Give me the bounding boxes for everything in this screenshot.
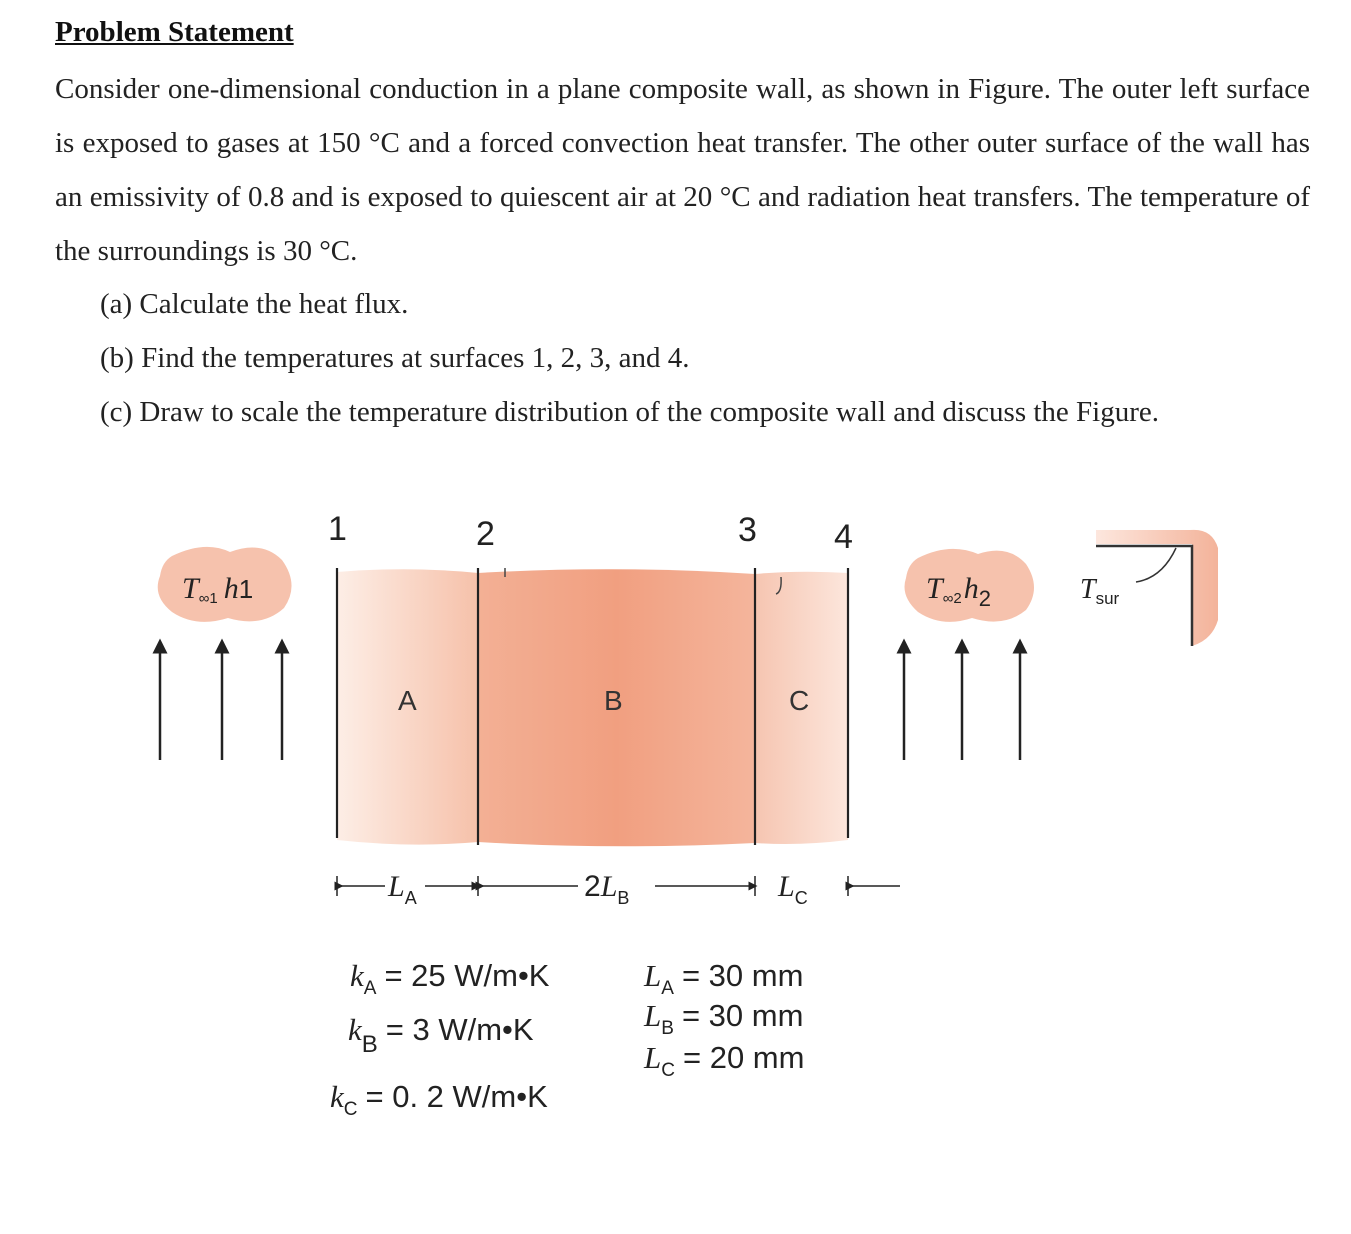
surface-number-4: 4 (834, 518, 853, 556)
left-fluid-label: T∞1 h1 (182, 572, 254, 607)
layer-a-label: A (398, 685, 417, 716)
problem-paragraph: Consider one-dimensional conduction in a plane composite wall, as shown in Figure. The outer left surface is exposed to gases at 150 °C and a forced convection heat transfer. The other outer surface of the wall has an emissivity of 0.8 and is exposed to quiescent air at 20 °C and radiation heat transfers. The temperature of the surroundings is 30 °C. (55, 73, 1310, 267)
layer-b-label: B (604, 685, 623, 716)
conductivity-c: $k_C = 0$. 2 W/m•K (330, 1079, 548, 1120)
question-c: (c) Draw to scale the temperature distribution of the composite wall and discuss the Figure. (100, 396, 1160, 428)
surroundings-label: $T_{sur}$ (1080, 574, 1120, 608)
page-title: Problem Statement (55, 16, 294, 48)
question-b: (b) Find the temperatures at surfaces 1, 2, 3, and 4. (100, 342, 690, 374)
length-b: $L_B = 30$ mm (644, 998, 804, 1039)
dim-label-la: $L_A$ (388, 870, 417, 908)
right-fluid-label: $T\infty 2h_2$ (926, 572, 991, 611)
length-a: $L_A = 30$ mm (644, 958, 804, 999)
dim-label-lc: $L_C$ (778, 870, 808, 908)
surface-number-3: 3 (738, 511, 757, 549)
dim-label-lb: $2L_B$ (584, 870, 630, 908)
length-c: $L_C = 20$ mm (644, 1040, 805, 1081)
layer-c-label: C (789, 685, 810, 716)
conductivity-a: $k_A = 25$ W/m•K (350, 958, 550, 999)
surface-number-2: 2 (476, 515, 495, 553)
surroundings-leader (1136, 548, 1176, 582)
conductivity-b: $k_B = 3$ W/m•K (348, 1012, 534, 1058)
surface-number-1: 1 (328, 510, 347, 548)
question-a: (a) Calculate the heat flux. (100, 288, 409, 320)
